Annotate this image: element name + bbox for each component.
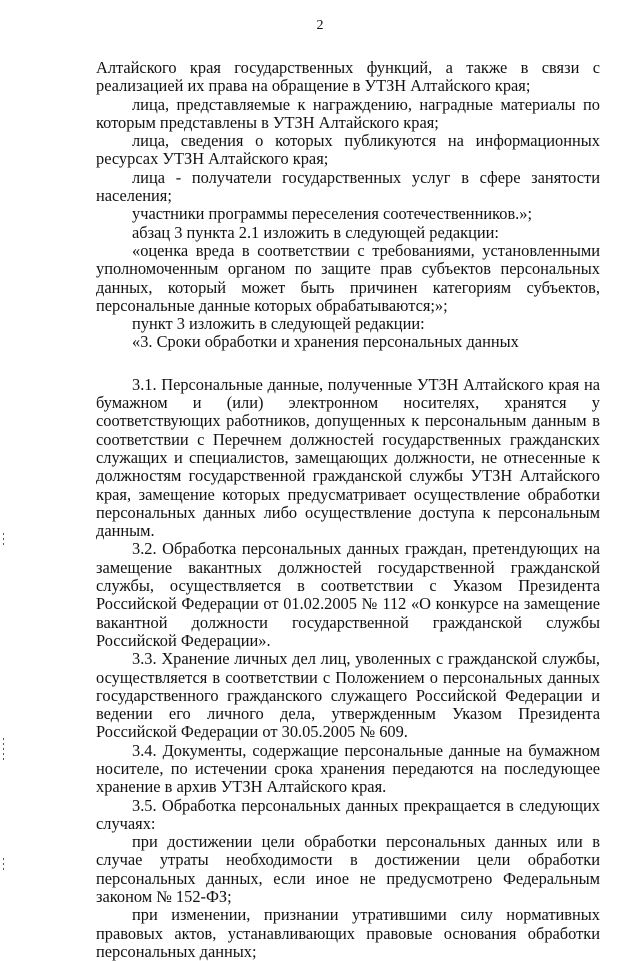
document-body [96,59,600,961]
paragraph-3-1: 3.1. Персональные данные, полученные УТЗН Алтайского края на бумажном и (или) электронном носителях, хранятся у соответствующих работников, допущенных к персональным данным в соответствии с Перечнем должностей государственных гражданских служащих и специалистов, замещающих должности, не отнесенные к должностям государственной гражданской службы УТЗН Алтайского края, замещение которых предусматривает осуществление обработки персональных данных либо осуществление доступа к персональным данным. [96,374,600,541]
paragraph-3-3: 3.3. Хранение личных дел лиц, уволенных с гражданской службы, осуществляется в соответствии с Положением о персональных данных государственного гражданского служащего Российской Федерации и ведении его личного дела, утвержденным Указом Президента Российской Федерации от 30.05.2005 № 609. [96,649,600,742]
paragraph: при достижении цели обработки персональных данных или в случае утраты необходимости в достижении цели обработки персональных данных, если иное не предусмотрено Федеральным законом № 152-ФЗ; [96,832,600,907]
page-number: 2 [316,18,324,33]
paragraph: лица, сведения о которых публикуются на информационных ресурсах УТЗН Алтайского края; [96,131,600,169]
scan-margin-mark [3,533,5,548]
paragraph-3-5: 3.5. Обработка персональных данных прекращается в следующих случаях: [96,795,600,833]
paragraph-3-4: 3.4. Документы, содержащие персональные данные на бумажном носителе, по истечении срока хранения передаются на последующее хранение в архив УТЗН Алтайского края. [96,740,600,797]
paragraph: при изменении, признании утратившими силу нормативных правовых актов, устанавливающих правовые основания обработки персональных данных; [96,905,600,961]
scan-margin-mark [3,858,5,873]
section-heading: «3. Сроки обработки и хранения персональных данных [132,332,519,352]
paragraph: лица - получатели государственных услуг в сфере занятости населения; [96,167,600,206]
paragraph-continuation: Алтайского края государственных функций, а также в связи с реализацией их права на обращение в УТЗН Алтайского края; [96,58,600,96]
scan-margin-mark [3,738,5,763]
paragraph: «оценка вреда в соответствии с требованиями, установленными уполномоченным органом по защите прав субъектов персональных данных, который может быть причинен категориям субъектов, персональные данные которых обрабатываются;»; [96,240,600,315]
paragraph: пункт 3 изложить в следующей редакции: [132,314,425,334]
paragraph: участники программы переселения соотечественников.»; [132,204,533,224]
paragraph: лица, представляемые к награждению, наградные материалы по которым представлены в УТЗН Алтайского края; [96,94,600,132]
paragraph: абзац 3 пункта 2.1 изложить в следующей редакции: [132,222,499,242]
paragraph-3-2: 3.2. Обработка персональных данных граждан, претендующих на замещение вакантных должностей государственной гражданской службы, осуществляется в соответствии с Указом Президента Российской Федерации от 01.02.2005 № 112 «О конкурсе на замещение вакантной должности государственной гражданской службы Российской Федерации». [96,539,600,650]
